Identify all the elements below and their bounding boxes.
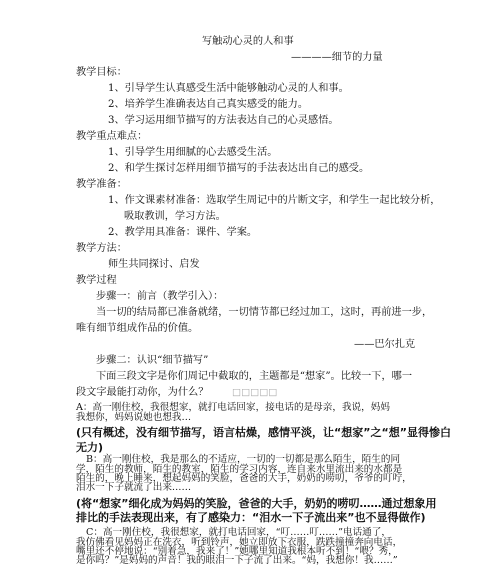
excerpt-a-comment: (只有概述，没有细节描写，语言枯燥，感情平淡，让“想家”之“想”显得惨白: [76, 426, 451, 440]
methods-item: 师生共同探讨、启发: [108, 259, 200, 270]
excerpt-b-line: B：高一刚住校，我是那么的不适应，一切的一切都是那么陌生，陌生的同: [86, 454, 401, 466]
excerpt-b-line: 泪水一下子就流了出来……: [76, 482, 192, 494]
preparation-heading: 教学准备：: [76, 179, 127, 190]
objective-item: 3、学习运用细节描写的方法表达自己的心灵感悟。: [108, 115, 339, 126]
excerpt-b-comment: 排比的手法表现出来，有了感染力：“泪水一下子流出来”也不显得做作): [76, 511, 426, 525]
step-one-heading: 步骤一：前言（教学引入）：: [96, 291, 224, 302]
methods-heading: 教学方法：: [76, 243, 127, 254]
excerpt-c-line: 嘴里还不停地说：“别着急，我来了！”她哪里知道我根本听不到！“喂？秀，: [76, 545, 398, 557]
preparation-item: 吸取教训，学习方法。: [124, 211, 226, 222]
preparation-item: 1、作文课素材准备：选取学生周记中的片断文字，和学生一起比较分析，: [108, 195, 441, 206]
excerpt-a-comment: 无力): [76, 440, 104, 454]
document-title: 写触动心灵的人和事: [202, 36, 294, 47]
step-two-line: 段文字最能打动你，为什么？: [76, 387, 209, 398]
preparation-item: 2、教学用具准备：课件、学案。: [108, 227, 258, 238]
quote-author: ——巴尔扎克: [354, 339, 416, 350]
key-point-item: 2、和学生探讨怎样用细节描写的手法表达出自己的感受。: [108, 163, 370, 174]
process-heading: 教学过程: [76, 275, 117, 286]
excerpt-b-line: 陌生的，晚上睡来，想起妈妈的笑脸，爸爸的大手，奶奶的唠叨，爷爷的叮咛，: [76, 473, 412, 484]
excerpt-a-line: 我想你，妈妈说她也想我…: [76, 411, 192, 423]
watermark-text: □□□□□: [232, 387, 278, 398]
excerpt-c-line: C：高一刚住校，我很想家，就打电话回家，“叮……叮……”电话通了，: [86, 527, 391, 539]
excerpt-b-comment: (将“想家”细化成为妈妈的笑脸，爸爸的大手，奶奶的唠叨……通过想象用: [76, 496, 437, 510]
quote-line: 当一切的结局都已准备就绪，一切情节都已经过加工，这时，再前进一步，: [96, 307, 433, 318]
excerpt-a-line: A：高一刚住校，我很想家，就打电话回家，接电话的是母亲，我说，妈妈: [76, 402, 390, 414]
step-two-line: 下面三段文字是你们周记中截取的，主题都是“想家”。比较一下，哪一: [96, 371, 413, 382]
objectives-heading: 教学目标：: [76, 67, 127, 78]
excerpt-b-line: 学，陌生的教师，陌生的教室，陌生的学习内容，连自来水里流出来的水都是: [76, 463, 403, 475]
step-two-heading: 步骤二：认识“细节描写”: [96, 355, 209, 366]
quote-line: 唯有细节组成作品的价值。: [76, 323, 199, 334]
excerpt-c-line: 是你吗？”是妈妈的声音！我的眼泪一下子流了出来。“妈，我想你！我……”: [76, 555, 398, 566]
objective-item: 1、引导学生认真感受生活中能够触动心灵的人和事。: [108, 83, 349, 94]
key-point-item: 1、引导学生用细腻的心去感受生活。: [108, 147, 278, 158]
excerpt-c-line: 我仿佛看见妈妈正在洗衣，听到铃声，她立即放下衣服，跌跌撞撞奔向电话，: [76, 536, 403, 548]
objective-item: 2、培养学生准确表达自己真实感受的能力。: [108, 99, 309, 110]
key-points-heading: 教学重点难点：: [76, 131, 148, 142]
document-subtitle: ————细节的力量: [291, 52, 383, 63]
